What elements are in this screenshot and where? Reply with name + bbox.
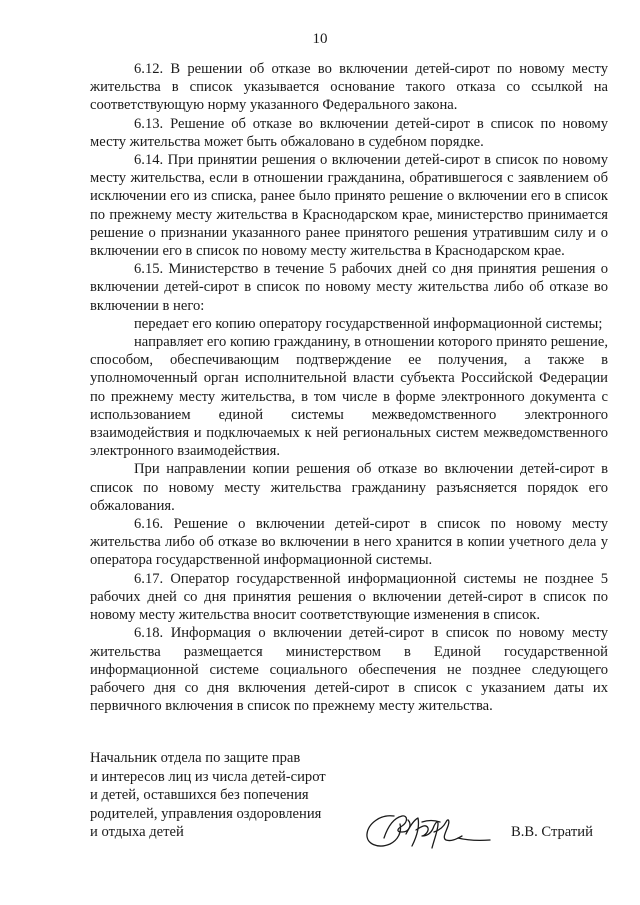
paragraph-6-15: 6.15. Министерство в течение 5 рабочих дней со дня принятия решения о включении детей-сирот в список по новому месту жительства либо об отказе во включении в него:: [90, 261, 608, 314]
page-number: 10: [312, 31, 328, 47]
signatory-name: В.В. Стратий: [511, 824, 593, 840]
signatory-title-line: и детей, оставшихся без попечения: [90, 787, 309, 804]
paragraph-6-18: 6.18. Информация о включении детей-сирот в список по новому месту жительства размещается министерством в Единой государственной информационной системе социального обеспечения не позднее следующего рабочего дня со дня включения детей-сирот в список с указанием даты их первичного включения в список по прежнему месту жительства.: [90, 625, 608, 715]
paragraph-6-16: 6.16. Решение о включении детей-сирот в список по новому месту жительства либо об отказе во включении в него хранится в копии учетного дела у оператора государственной информационной системы.: [90, 516, 608, 569]
paragraph-6-15-note: При направлении копии решения об отказе во включении детей-сирот в список по новому месту жительства гражданину разъясняется порядок его обжалования.: [90, 461, 608, 514]
handwritten-signature: [362, 808, 502, 852]
paragraph-6-15-item-1: передает его копию оператору государственной информационной системы;: [134, 315, 603, 332]
paragraph-6-15-item-2: направляет его копию гражданину, в отношении которого принято решение, способом, обеспечивающим подтверждение ее получения, а также в уполномоченный орган исполнительной власти субъекта Российской Федерации по прежнему месту жительства, в том числе в форме электронного документа с использованием единой системы межведомственного электронного взаимодействия и подключаемых к ней региональных систем межведомственного электронного взаимодействия.: [90, 334, 608, 460]
signatory-title-line: и интересов лиц из числа детей-сирот: [90, 768, 326, 785]
paragraph-6-17: 6.17. Оператор государственной информационной системы не позднее 5 рабочих дней со дня принятия решения о включении детей-сирот в список по новому месту жительства вносит соответствующие изменения в список.: [90, 570, 608, 624]
signatory-title-line: и отдыха детей: [90, 824, 184, 841]
signatory-title: [90, 749, 350, 842]
paragraph-6-13: 6.13. Решение об отказе во включении детей-сирот в список по новому месту жительства может быть обжаловано в судебном порядке.: [90, 115, 608, 150]
paragraph-6-12: 6.12. В решении об отказе во включении детей-сирот по новому месту жительства в список указывается основание такого отказа со ссылкой на соответствующую норму указанного Федерального закона.: [90, 61, 608, 114]
document-body: [90, 60, 608, 715]
paragraph-6-14: 6.14. При принятии решения о включении детей-сирот в список по новому месту жительства, если в отношении гражданина, обратившегося с заявлением об исключении его из списка, ранее было принято решение о включении его в список по прежнему месту жительства в Краснодарском крае, министерство принимается решение о признании указанного ранее принятого решения утратившим силу и о включении его в список по новому месту жительства в Краснодарском крае.: [90, 152, 608, 260]
signatory-title-line: родителей, управления оздоровления: [90, 805, 322, 822]
signatory-title-line: Начальник отдела по защите прав: [90, 750, 301, 766]
